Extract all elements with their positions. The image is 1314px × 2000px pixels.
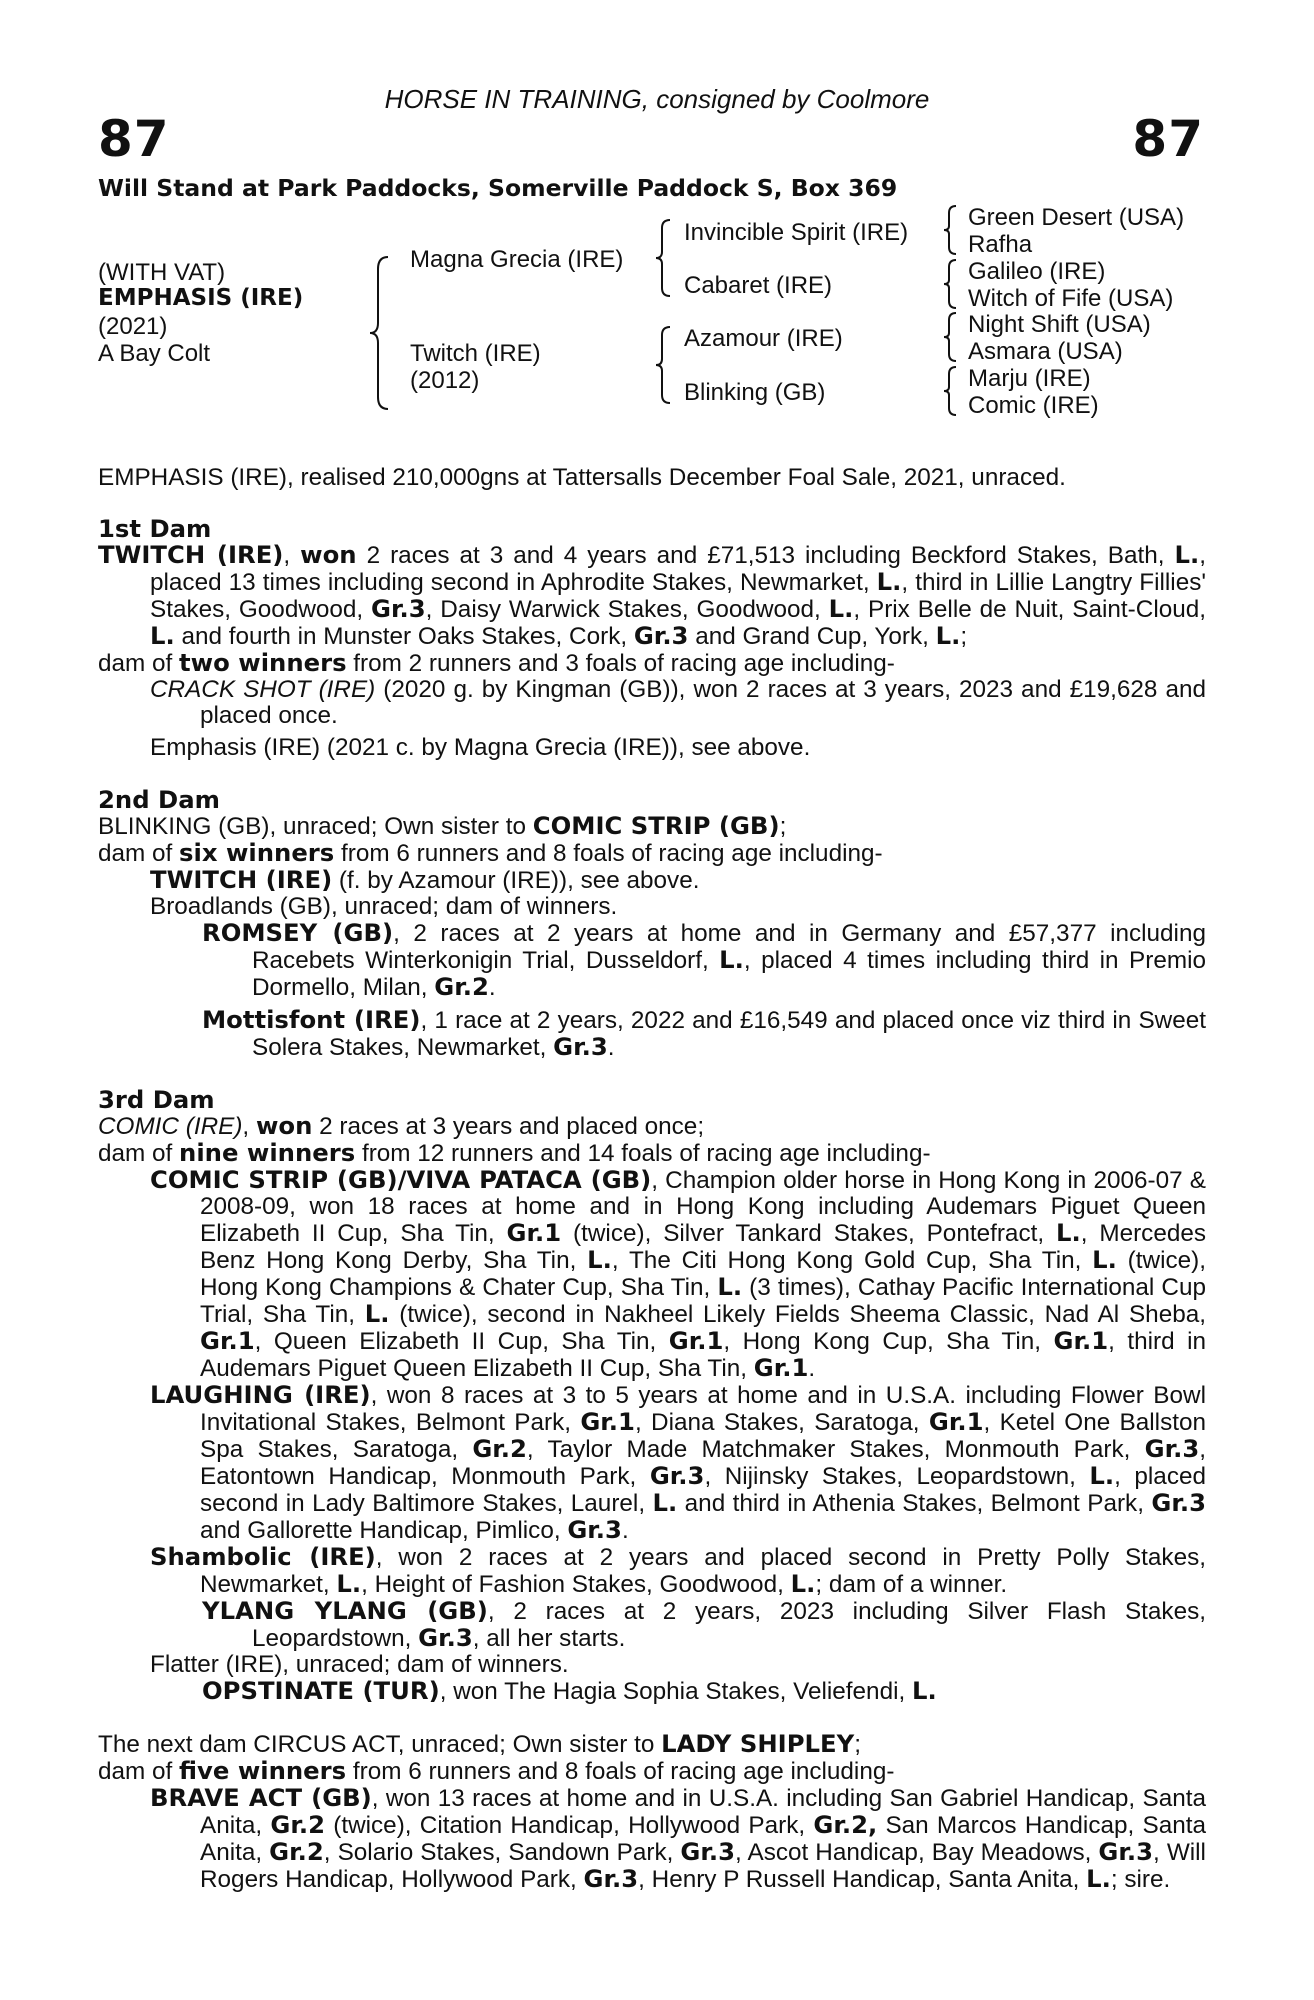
next-dam-produce: dam of five winners from 6 runners and 8 foals of racing age including- [98, 1756, 895, 1785]
sale-history [98, 465, 1206, 491]
dss-name: Night Shift (USA) [968, 311, 1151, 338]
third-dam-heading: 3rd Dam [98, 1085, 215, 1114]
catalogue-subtitle: HORSE IN TRAINING, consigned by Coolmore [384, 84, 930, 114]
dsd-name: Asmara (USA) [968, 338, 1123, 365]
first-dam-produce: dam of two winners from 2 runners and 3 foals of racing age including- [98, 648, 895, 677]
dam-year: (2012) [410, 367, 480, 394]
intro-line: EMPHASIS (IRE), realised 210,000gns at Tattersalls December Foal Sale, 2021, unraced. [98, 464, 1066, 491]
offspring-mottisfont: Mottisfont (IRE), 1 race at 2 years, 2022 and £16,549 and placed once viz third in Sweet Solera Stakes, Newmarket, Gr.3. [202, 1005, 1206, 1061]
lot-number-left: 87 [98, 110, 170, 168]
stand-location: Will Stand at Park Paddocks, Somerville Paddock S, Box 369 [98, 174, 898, 202]
pedigree-table [0, 0, 1314, 440]
sire-dam: Cabaret (IRE) [684, 272, 833, 299]
second-dam-produce: dam of six winners from 6 runners and 8 foals of racing age including- [98, 838, 883, 867]
next-dam-record: The next dam CIRCUS ACT, unraced; Own sister to LADY SHIPLEY; [98, 1729, 861, 1758]
offspring-ylang-ylang: YLANG YLANG (GB), 2 races at 2 years, 2023 including Silver Flash Stakes, Leopardstown, Gr.3, all her starts. [202, 1596, 1206, 1652]
offspring-comic-strip: COMIC STRIP (GB)/VIVA PATACA (GB), Champion older horse in Hong Kong in 2006-07 & 2008-09, won 18 races at home and in Hong Kong including Audemars Piguet Queen Elizabeth II Cup, Sha Tin, Gr.1 (twice), Silver Tankard Stakes, Pontefract, L., Mercedes Benz Hong Kong Derby, Sha Tin, L., The Citi Hong Kong Gold Cup, Sha Tin, L. (twice), Hong Kong Champions & Chater Cup, Sha Tin, L. (3 times), Cathay Pacific International Cup Trial, Sha Tin, L. (twice), second in Nakheel Likely Fields Sheema Classic, Nad Al Sheba, Gr.1, Queen Elizabeth II Cup, Sha Tin, Gr.1, Hong Kong Cup, Sha Tin, Gr.1, third in Audemars Piguet Queen Elizabeth II Cup, Sha Tin, Gr.1. [150, 1165, 1207, 1382]
pedigree-brace-sd [942, 258, 958, 310]
dam-dam: Blinking (GB) [684, 379, 826, 406]
vat-note: (WITH VAT) [98, 259, 226, 286]
sdd-name: Witch of Fife (USA) [968, 285, 1174, 312]
offspring-shambolic: Shambolic (IRE), won 2 races at 2 years and placed second in Pretty Polly Stakes, Newmarket, L., Height of Fashion Stakes, Goodwood, L.; dam of a winner. [150, 1542, 1206, 1598]
sds-name: Galileo (IRE) [968, 258, 1106, 285]
lot-number-right: 87 [1132, 110, 1204, 168]
catalogue-body [98, 516, 1206, 1893]
third-dam-produce: dam of nine winners from 12 runners and 14 foals of racing age including- [98, 1138, 931, 1167]
pedigree-brace-ds [942, 311, 958, 363]
pedigree-brace-dd [942, 365, 958, 417]
pedigree-brace-ss [942, 204, 958, 256]
second-dam-heading: 2nd Dam [98, 785, 220, 814]
sire-name: Magna Grecia (IRE) [410, 246, 624, 273]
sire-sire: Invincible Spirit (IRE) [684, 219, 909, 246]
offspring-opstinate: OPSTINATE (TUR), won The Hagia Sophia Stakes, Veliefendi, L. [202, 1676, 937, 1705]
offspring-broadlands: Broadlands (GB), unraced; dam of winners. [150, 893, 618, 920]
horse-name: EMPHASIS (IRE) [98, 285, 304, 311]
offspring-flatter: Flatter (IRE), unraced; dam of winners. [150, 1651, 569, 1678]
dds-name: Marju (IRE) [968, 365, 1091, 392]
offspring-brave-act: BRAVE ACT (GB), won 13 races at home and in U.S.A. including San Gabriel Handicap, Santa Anita, Gr.2 (twice), Citation Handicap, Hollywood Park, Gr.2, San Marcos Handicap, Santa Anita, Gr.2, Solario Stakes, Sandown Park, Gr.3, Ascot Handicap, Bay Meadows, Gr.3, Will Rogers Handicap, Hollywood Park, Gr.3, Henry P Russell Handicap, Santa Anita, L.; sire. [150, 1783, 1206, 1893]
first-dam-record: TWITCH (IRE), won 2 races at 3 and 4 years and £71,513 including Beckford Stakes, Bath, L., placed 13 times including second in Aphrodite Stakes, Newmarket, L., third in Lillie Langtry Fillies' Stakes, Goodwood, Gr.3, Daisy Warwick Stakes, Goodwood, L., Prix Belle de Nuit, Saint-Cloud, L. and fourth in Munster Oaks Stakes, Cork, Gr.3 and Grand Cup, York, L.; [98, 540, 1207, 650]
pedigree-brace-dam [654, 325, 672, 405]
second-dam-record: BLINKING (GB), unraced; Own sister to COMIC STRIP (GB); [98, 811, 787, 840]
offspring-romsey: ROMSEY (GB), 2 races at 2 years at home and in Germany and £57,377 including Racebets Winterkonigin Trial, Dusseldorf, L., placed 4 times including third in Premio Dormello, Milan, Gr.2. [202, 918, 1206, 1001]
dam-sire: Azamour (IRE) [684, 325, 843, 352]
offspring-laughing: LAUGHING (IRE), won 8 races at 3 to 5 years at home and in U.S.A. including Flower Bowl Invitational Stakes, Belmont Park, Gr.1, Diana Stakes, Saratoga, Gr.1, Ketel One Ballston Spa Stakes, Saratoga, Gr.2, Taylor Made Matchmaker Stakes, Monmouth Park, Gr.3, Eatontown Handicap, Monmouth Park, Gr.3, Nijinsky Stakes, Leopardstown, L., placed second in Lady Baltimore Stakes, Laurel, L. and third in Athenia Stakes, Belmont Park, Gr.3 and Gallorette Handicap, Pimlico, Gr.3. [150, 1380, 1206, 1544]
horse-year: (2021) [98, 313, 168, 340]
dam-name: Twitch (IRE) [410, 340, 541, 367]
offspring-emphasis: Emphasis (IRE) (2021 c. by Magna Grecia (IRE)), see above. [150, 734, 811, 761]
third-dam-record: COMIC (IRE), won 2 races at 3 years and placed once; [98, 1111, 705, 1140]
offspring-twitch: TWITCH (IRE) (f. by Azamour (IRE)), see above. [150, 865, 700, 894]
horse-description: A Bay Colt [98, 340, 211, 367]
ssd-name: Rafha [968, 231, 1033, 258]
pedigree-brace-main [368, 255, 390, 411]
offspring-crack-shot: CRACK SHOT (IRE) (2020 g. by Kingman (GB)), won 2 races at 3 years, 2023 and £19,628 and placed once. [150, 676, 1206, 729]
sss-name: Green Desert (USA) [968, 204, 1185, 231]
ddd-name: Comic (IRE) [968, 392, 1099, 419]
pedigree-brace-sire [654, 218, 672, 298]
first-dam-heading: 1st Dam [98, 514, 212, 543]
